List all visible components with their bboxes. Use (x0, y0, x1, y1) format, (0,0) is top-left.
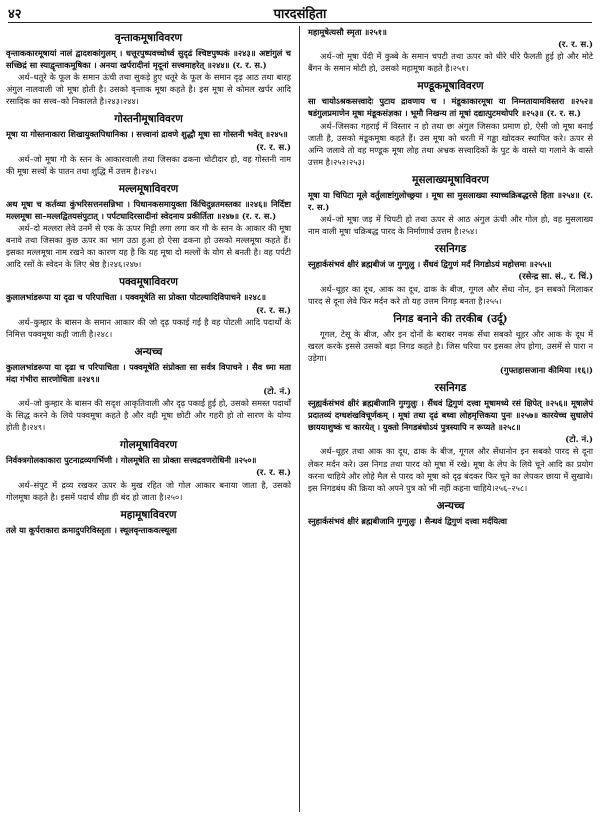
hindi-translation: अर्थ–धतूरे के फूल के समान ऊंची तथा सुकड़े हुए धतूरे के फूल के समान दृढ़ आठ तथा बारह अंगुल नालवाली जो मूषा होती है। उसको वृन्ताक मूषा कहते है। इस मूषा से कोमल खर्पर आदि रसादिक का सत्त्व–को निकालते है।२४३।२४४। (6, 72, 291, 107)
sanskrit-verse: मूषा या गोस्तनाकारा शिखायुक्तपिधानिका । सत्त्वानां द्रावणे शुद्धौ मूषा सा गोस्तनी भवेत् ॥२४५॥ (6, 129, 288, 140)
section-heading-text: निगड बनाने की तरकीब (393, 312, 483, 325)
sanskrit-verse: स्नुह्यर्कसंभवं क्षीरं ब्रह्मबीजानि गुग्गुलुः । सैंधवं द्विगुणं दत्त्वा मूषामध्ये रसं क्षिपेत् ॥२५६॥ मूषालेपं प्रदातव्यं दग्धशंखविचूर्णकम् । मूषां तथा दृढं बध्वा लोहमृत्तिकया पुनः ॥२५७॥ कारयेच्च सुधालेपं छाययाशुष्कं च कारयेत् । युक्तो निगडबंधोऽयं पुत्रस्यापि न रूप्यते ॥२५८॥ (308, 398, 593, 433)
column-divider (299, 26, 300, 812)
section-heading: वृन्ताकमूषाविवरण (114, 32, 183, 44)
verse-reference: (गुफ्तहासजाना कीमिया ।१६।) (499, 364, 593, 375)
section-heading: रसनिगड (434, 382, 467, 395)
sanskrit-verse: कुलालभांडरूपा या दृढा च परिपाचिता । पक्वमूषेति संप्रोक्ता सा सर्वत्र विपाचने । सैव ध्मा मता मंदा गंभीरा सारणोचिता ॥२४९॥ (6, 361, 291, 384)
hindi-translation: अर्थ–थूहर का दूध, आक का दूध, ढाक के बीज, गूगल और सेंधा नोन, इन सबको मिलाकर पारद से दूना लेवे फिर मर्दन करे तो यह उत्तम निगड़ बनता है।२५५। (308, 283, 593, 306)
hindi-translation: अर्थ–संपुट में द्रव्य रखकर ऊपर के मुख रहित जो गोल आकार बनाया जाता है, उसको गोलमूषा कहते है। इसमें पदार्थ शीघ्र ही बंद हो जाता है।२५०। (6, 479, 291, 502)
sanskrit-verse: निर्वक्त्रगोलकाकारा पुटनाद्रव्यगर्भिणी । गोलमूषेति सा प्रोक्ता सत्त्वद्रवणरोधिनी ॥२५०॥ (6, 455, 257, 466)
hindi-translation: अर्थ–दो मल्लरा लेवे उनमें से एक के ऊपर मिट्टी लगा लगा कर गौ के स्तन के आकार की मूषा बनावे तथा जिसका कुछ ऊपर का भाग उठा हुआ हो ऐसा ढकना हो उसको मल्लमूषा कहते हैं। इसका मल्लमूषा नाम रखने का कारण यह है कि यह मूषा दो मल्लों के योग से बनती है। वह पर्पटी आदि रसों के स्वेदन के लिए श्रेष्ठ है।२४६।२४७। (6, 223, 291, 270)
sanskrit-verse: वृन्ताककारमूषायां नालं द्वादशकांगुलम् । धत्तूरपुष्पवच्चोर्ध्व सुदृढं श्चिष्टपुष्पकं ॥२४३॥ अष्टांगुलं च सच्छिद्रं सा स्याद्वृन्ताकमूषिका । अनया खर्परादीनां मृदूनां सत्त्वमाहरेत् ॥२४४॥ (र. र. स.) (6, 48, 291, 71)
page-number: ४२ (8, 7, 22, 22)
verse-reference: (टो. नं.) (565, 434, 593, 445)
sanskrit-verse: स्नुहार्कसंभवं क्षीरं ब्रह्मबीजानि गुग्गुलुः । सैन्धवं द्विगुणं दत्त्वा मर्दयित्वा (308, 515, 508, 526)
hindi-translation: अर्थ–जो मूषा पेंदी में कुब्बे के समान चपटी तथा ऊपर को धीरे धीरे फैलती हुई हो और मोटे बैंगन के समान मोटी हो, उसको महामूषा कहते है।२५१। (308, 51, 593, 74)
hindi-translation: अर्थ–कुम्हार के बासन के समान आकार की जो दृढ़ पकाई गई है वह पोटली आदि पदार्थों के निमित्त पक्वमूषा कही जाती है।२४८। (6, 316, 291, 339)
right-column (308, 26, 593, 527)
hindi-translation: अर्थ–जिसका गहराई में विस्तार न हो तथा छः अंगुल जिसका प्रमाण हो, ऐसी जो मूषा बनाई जाती है, उसको मंडूकमूषा कहते हैं। उस मूषा को धरती में गड्ढा खोदकर स्थापित करे। ऊपर से अग्नि जलावे तो वह मण्डूक मूषा लोह तथा अभ्रक सत्त्वादिकों के पुट के वास्ते या गलाने के वास्ते उत्तम है।२५२।२५३। (308, 120, 593, 167)
section-heading-note: (उर्दू) (486, 312, 508, 325)
section-heading: महामूषाविवरण (120, 508, 177, 521)
sanskrit-verse: कुलालभांडरूपा या दृढा च परिपाचिता । पक्वमूषेति सा प्रोक्ता पोटल्यादिविपाचने ॥२४८॥ (6, 292, 267, 303)
section-heading: गोस्तनीमूषाविवरण (114, 113, 183, 126)
hindi-translation: अर्थ–जो मूषा गौ के स्तन के आकारवाली तथा जिसका ढकना चोटीदार हो, वह गोस्तनी नाम की मूषा सत्त्वों के पातन तथा शुद्धि में उत्तम है।२४५। (6, 153, 291, 176)
verse-reference: (र. र. स.) (255, 467, 291, 478)
section-heading: मण्डूकमूषाविवरण (417, 80, 484, 93)
hindi-translation: अर्थ–जो कुम्हार के बासन की सदृश आकृतिवाली और दृढ़ पकाई हुई हो, उसको समस्त पदार्थों के सिद्ध करने के लिये पक्वमूषा कहते है और वही मूषा छोटी और गहरी हो तो सारण के योग्य होती है।२४९। (6, 398, 291, 433)
verse-reference: (रसेन्द्र सा. सं., र. चिं.) (518, 271, 593, 282)
verse-reference: (र. र. स.) (557, 39, 593, 50)
section-heading: अन्यच्च (134, 345, 163, 358)
section-heading: मूसलाख्यमूषाविवरण (412, 173, 489, 186)
sanskrit-verse: मूषा या चिपिटा मूले वर्तुलाष्टांगुलोच्छ्रया । मूषा सा मुसलाख्या स्याच्चक्रिबद्धरसे हिता ॥२५४॥ (र. र. स.) (308, 189, 593, 213)
hindi-translation: अर्थ–थूहर तथा आक का दूध, ढाक के बीज, गूगल और सेंधानोन इन सबको पारद से दूना लेकर मर्दन करे। उस निगड तथा पारद को मूषा में रखे। मूषा के लेप के लिये चूने आदि का प्रयोग करना चाहिये और लोहे मैल से पारद को मूषा को दृढ़ बंदकर फिर चूने का लेपकर छाया में सुखावे। इस निगडबंध की क्रिया को अपने पुत्र को भी नहीं कहना चाहिये।२५६–२५८। (308, 446, 593, 493)
verse-reference: (र. र. स.) (255, 304, 291, 315)
sanskrit-verse: महामूषेत्यसौ स्मृता ॥२५१॥ (308, 27, 387, 37)
section-heading: रसनिगड (434, 243, 467, 256)
section-heading: मल्लमूषाविवरण (118, 182, 179, 195)
page-header (8, 2, 592, 23)
section-heading (308, 312, 593, 326)
book-title: पारदसंहिता (273, 7, 327, 22)
hindi-translation: अर्थ–जो मूषा जड़ में चिपटी हो तथा ऊपर से आठ अंगुल ऊंची और गोल हो, वह मुसलाख्य नाम वाली मूषा चक्रिबद्ध पारद के निर्माणार्थ उत्तम है।२५४। (308, 214, 593, 237)
sanskrit-verse: तले या कूर्पराकारा क्रमादुपरिविस्तृता । स्थूलवृन्ताकवत्स्थूला (6, 524, 177, 535)
verse-reference: (र. र. स.) (255, 141, 291, 152)
left-column (6, 26, 291, 536)
verse-reference: (टो. नं.) (263, 385, 291, 396)
sanskrit-verse: स्नुहार्कसंभवं क्षीरं ब्रह्मबीजं ज गुग्गुलु । सैंधवं द्विगुणं मर्दं निगडोऽयं महोत्तमः ॥२५५॥ (308, 259, 552, 270)
hindi-translation: गूगल, टेसू के बीज, और इन दोनों के बराबर नमक सेंधा सबको थूहर और आक के दूध में खरल करके इससे उसको बड़ा निगड कहते है। जिस घरिया पर इसका लेप होगा, उसमें से पारा न उड़ेगा। (308, 328, 593, 363)
sanskrit-verse: अथ मूषा च कर्तव्या कुंभरिसत्तनसन्निभा । पिधानकसमायुक्ता किंचिदुन्नतमस्तका ॥२४६॥ निर्दिष्टा मल्लमूषा सा–मल्लद्वितयसंपुटात् । पर्पटघादिरसादीनां स्वेदनाय प्रकीर्तिता ॥२४७॥ (र. र. स.) (6, 198, 291, 221)
section-heading: पक्वमूषाविवरण (119, 276, 178, 289)
sanskrit-verse: सा चायोऽश्रकसत्त्वादेः पुटाय द्रावणाय च । मंडूकाकारमूषा या निम्नतायामविस्तरा ॥२५२॥ षडंगुलप्रमाणेन मूषा मंडूकसंज्ञका । भूमौ निखन्य तां मूषां दद्यात्पुटमथोपरि ॥२५३॥ (र. र. स.) (308, 96, 593, 119)
section-heading: अन्यच्च (436, 499, 465, 512)
section-heading: गोलमूषाविवरण (119, 439, 178, 452)
